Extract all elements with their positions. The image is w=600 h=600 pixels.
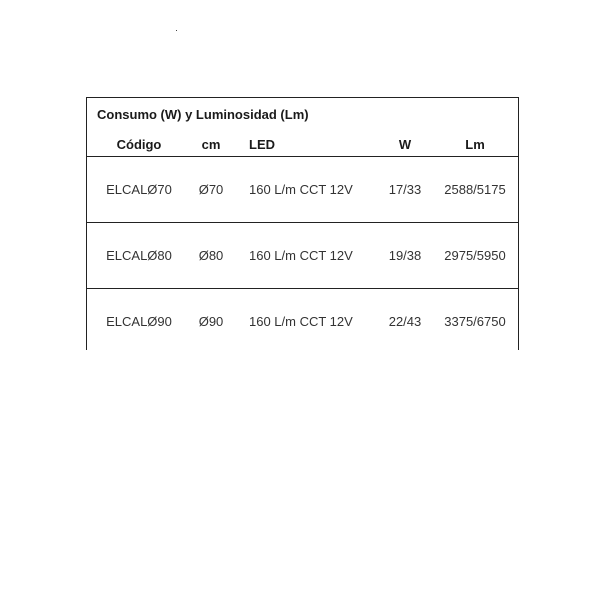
cell-lm: 2588/5175	[444, 182, 506, 197]
cell-codigo: ELCALØ90	[106, 314, 172, 329]
header-lm: Lm	[465, 137, 485, 152]
cell-w: 22/43	[388, 314, 422, 329]
table-title: Consumo (W) y Luminosidad (Lm)	[97, 107, 309, 122]
cell-led: 160 L/m CCT 12V	[249, 182, 353, 197]
cell-lm: 3375/6750	[444, 314, 506, 329]
cell-w: 19/38	[388, 248, 422, 263]
table-header-row	[87, 134, 518, 156]
spec-table	[86, 97, 519, 350]
table-row	[87, 222, 518, 289]
cell-cm: Ø70	[198, 182, 224, 197]
table-row	[87, 288, 518, 355]
stray-dot	[176, 30, 177, 31]
cell-codigo: ELCALØ80	[106, 248, 172, 263]
cell-w: 17/33	[388, 182, 422, 197]
header-w: W	[398, 137, 412, 152]
cell-lm: 2975/5950	[444, 248, 506, 263]
cell-cm: Ø80	[198, 248, 224, 263]
table-row	[87, 156, 518, 223]
cell-cm: Ø90	[198, 314, 224, 329]
cell-led: 160 L/m CCT 12V	[249, 248, 353, 263]
cell-led: 160 L/m CCT 12V	[249, 314, 353, 329]
cell-codigo: ELCALØ70	[106, 182, 172, 197]
header-codigo: Código	[116, 137, 162, 152]
header-cm: cm	[201, 137, 221, 152]
header-led: LED	[249, 137, 275, 152]
